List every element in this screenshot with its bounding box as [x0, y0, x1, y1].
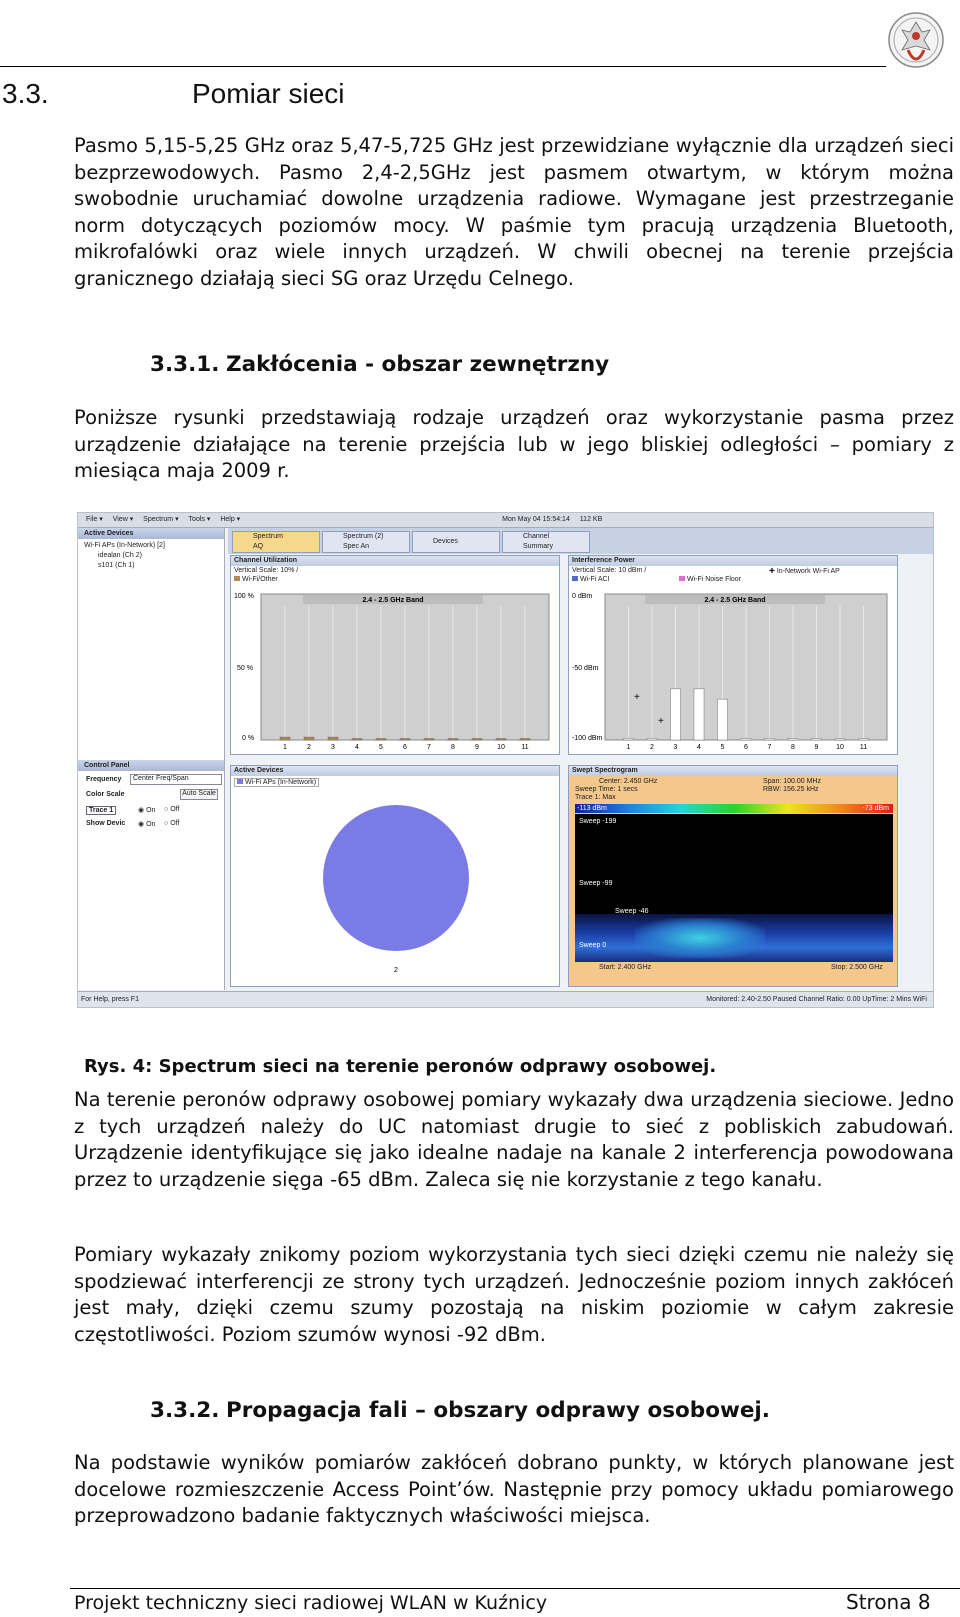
- interference-bar: [624, 739, 634, 741]
- interference-band: 2.4 - 2.5 GHz Band: [704, 597, 766, 604]
- tab-devices-label: Devices: [433, 538, 458, 545]
- tree-item-idealan[interactable]: idealan (Ch 2): [98, 552, 142, 559]
- spectrum-screenshot: [77, 512, 934, 1008]
- interference-bar: [671, 689, 681, 740]
- swept-time: Sweep Time: 1 secs: [575, 786, 638, 793]
- channel-util-ytick-50: 50 %: [237, 665, 253, 672]
- sidebar: [78, 528, 225, 990]
- subsection-2-title: Propagacja fali – obszary odprawy osobowej.: [226, 1398, 770, 1423]
- swept-stop: Stop: 2.500 GHz: [831, 964, 883, 971]
- interference-bar: [835, 739, 845, 741]
- tree-item-s101[interactable]: s101 (Ch 1): [98, 562, 135, 569]
- subsection-1-title: Zakłócenia - obszar zewnętrzny: [226, 352, 610, 377]
- util-bar: [424, 739, 434, 741]
- interference-bar: [812, 739, 822, 741]
- channel-util-legend: [234, 576, 278, 583]
- swept-trace: Trace 1: Max: [575, 794, 616, 801]
- util-bar: [400, 739, 410, 741]
- tab-bar: [228, 528, 933, 554]
- spectrogram-signal: [635, 918, 765, 958]
- trace-off-label: Off: [170, 806, 180, 813]
- status-left: For Help, press F1: [81, 996, 139, 1003]
- emblem-logo: [886, 6, 946, 78]
- channel-util-ytick-0: 0 %: [242, 735, 255, 742]
- interference-xtick: 8: [791, 744, 795, 751]
- control-panel-header: Control Panel: [78, 760, 224, 771]
- channel-util-band: 2.4 - 2.5 GHz Band: [362, 597, 424, 604]
- frequency-select[interactable]: Center Freq/Span: [130, 774, 222, 785]
- intro-paragraph: Pasmo 5,15-5,25 GHz oraz 5,47-5,725 GHz jest przewidziane wyłącznie dla urządzeń sieci bezprzewodowych. Pasmo 2,4-2,5GHz jest pasmem otwartym, w którym można swobodnie uruchamiać dowolne urządzenia radiowe. Wymagane jest przestrzeganie norm dotyczących poziomów mocy. W paśmie tym pracują urządzenia Bluetooth, mikrofalówki oraz wiele innych urządzeń. W chwili obecnej na terenie przejścia granicznego działają sieci SG oraz Urzędu Celnego.: [74, 134, 954, 290]
- file-size: 112 KB: [579, 516, 603, 523]
- show-on-label: On: [146, 821, 156, 828]
- channel-utilization-pane: [230, 555, 560, 755]
- menu-bar: [78, 513, 933, 528]
- tab-channel-label: Channel: [523, 533, 550, 540]
- active-devices-header: Active Devices: [78, 528, 224, 539]
- footer-rule: [70, 1588, 960, 1589]
- control-color-scale-label: Color Scale: [86, 791, 125, 798]
- ap-marker-2: +: [658, 716, 664, 727]
- section-number: 3.3.: [2, 78, 49, 109]
- util-bar: [352, 739, 362, 741]
- menu-file[interactable]: File ▾: [86, 516, 103, 523]
- util-bar: [304, 737, 314, 740]
- trace-on-radio[interactable]: ◉ On: [138, 807, 156, 814]
- trace-off-radio[interactable]: ○ Off: [164, 806, 180, 813]
- util-bar: [520, 739, 530, 741]
- tab-spectrum-2[interactable]: [322, 531, 410, 553]
- sweep-label-3: Sweep -46: [615, 908, 649, 915]
- interference-bar: [788, 739, 798, 741]
- swept-title: Swept Spectrogram: [569, 766, 897, 776]
- interference-xtick: 1: [626, 744, 631, 751]
- interference-bar: [859, 739, 869, 741]
- interference-legend-ap-text: In-Network Wi-Fi AP: [776, 568, 840, 575]
- interference-bar: [765, 739, 775, 741]
- interference-bar: [647, 739, 657, 741]
- interference-legend-noise-text: Wi-Fi Noise Floor: [686, 576, 742, 583]
- channel-util-ytick-100: 100 %: [234, 593, 254, 600]
- color-scale-bar: [575, 804, 893, 813]
- sweep-label-2: Sweep -99: [579, 880, 613, 887]
- interference-legend-aci-text: Wi-Fi ACI: [579, 576, 610, 583]
- tab-channel-sub: Summary: [523, 543, 553, 550]
- interference-xtick: 5: [720, 744, 725, 751]
- swept-center: Center: 2.450 GHz: [599, 778, 658, 785]
- channel-util-chart: [231, 584, 559, 754]
- paragraph-2: Na terenie peronów odprawy osobowej pomiary wykazały dwa urządzenia sieciowe. Jedno z tych urządzeń należy do UC natomiast drugie to sieć z pobliskich zabudowań. Urządzenie identyfikujące się jako idealne nadaje na kanale 2 interferencja powodowana przez to urządzenie sięga -65 dBm. Zaleca się nie korzystanie z tego kanału.: [74, 1088, 954, 1191]
- pie-slice: [323, 805, 469, 951]
- interference-xtick: 3: [673, 744, 678, 751]
- util-bar: [448, 739, 458, 741]
- show-off-label: Off: [170, 820, 180, 827]
- util-xtick: 7: [427, 744, 431, 751]
- tab-devices[interactable]: [412, 531, 500, 553]
- interference-bar: [694, 689, 704, 740]
- control-frequency-label: Frequency: [86, 776, 122, 783]
- paragraph-3: Pomiary wykazały znikomy poziom wykorzystania tych sieci dzięki czemu nie należy się spodziewać interferencji ze strony tych urządzeń. Jednocześnie poziom innych zakłóceń jest mały, dzięki czemu szumy pozostają na niskim poziomie w całym zakresie częstotliwości. Poziom szumów wynosi -92 dBm.: [74, 1243, 954, 1346]
- interference-xtick: 11: [859, 744, 868, 751]
- util-xtick: 4: [355, 744, 359, 751]
- tree-root[interactable]: Wi-Fi APs (In-Network) [2]: [84, 542, 165, 549]
- page-number: Strona 8: [846, 1590, 931, 1614]
- interference-xtick: 9: [814, 744, 819, 751]
- spectrogram-display: [575, 814, 893, 962]
- menu-tools[interactable]: Tools ▾: [188, 516, 211, 523]
- swept-rbw: RBW: 156.25 kHz: [763, 786, 819, 793]
- show-off-radio[interactable]: ○ Off: [164, 820, 180, 827]
- interference-xtick: 4: [697, 744, 701, 751]
- scale-low: -113 dBm: [577, 805, 607, 812]
- sweep-label-4: Sweep 0: [579, 942, 607, 949]
- util-xtick: 11: [521, 744, 529, 751]
- tab-spectrum-label: Spectrum: [253, 533, 283, 540]
- auto-scale-button[interactable]: Auto Scale: [180, 789, 218, 800]
- subsection-1-number: 3.3.1.: [150, 352, 220, 377]
- datetime: Mon May 04 15:54:14: [502, 516, 570, 523]
- subsection-2-number: 3.3.2.: [150, 1398, 220, 1423]
- util-bar: [280, 737, 290, 740]
- tab-spectrum-2-label: Spectrum (2): [343, 533, 384, 540]
- interference-power-pane: [568, 555, 898, 755]
- control-show-devices-label: Show Devic: [86, 820, 126, 827]
- util-xtick: 9: [475, 744, 479, 751]
- footer-title: Projekt techniczny sieci radiowej WLAN w Kuźnicy: [74, 1592, 548, 1614]
- status-bar: [78, 991, 933, 1007]
- channel-util-scale: Vertical Scale: 10% /: [234, 567, 299, 574]
- sweep-label-1: Sweep -199: [579, 818, 617, 825]
- interference-bar: [718, 699, 728, 740]
- interference-ytick-0: 0 dBm: [572, 593, 593, 600]
- active-devices-legend-text: Wi-Fi APs (In-Network): [244, 779, 317, 786]
- scale-high: -73 dBm: [862, 805, 889, 812]
- interference-legend-ap: ✚ In-Network Wi-Fi AP: [769, 568, 840, 575]
- util-bar: [376, 739, 386, 741]
- util-xtick: 3: [331, 744, 335, 751]
- menu-help[interactable]: Help ▾: [220, 516, 241, 523]
- tab-channel-summary[interactable]: [502, 531, 590, 553]
- util-xtick: 10: [497, 744, 505, 751]
- interference-xtick: 10: [836, 744, 844, 751]
- status-right: Monitored: 2.40-2.50 Paused Channel Ratio: 0.00 UpTime: 2 Mins WiFi: [706, 996, 927, 1003]
- active-devices-pane: [230, 765, 560, 987]
- util-bar: [328, 737, 338, 740]
- interference-bar: [741, 739, 751, 741]
- swept-span: Span: 100.00 MHz: [763, 778, 821, 785]
- tab-spectrum[interactable]: [232, 531, 320, 553]
- subsection-2-paragraph: Na podstawie wyników pomiarów zakłóceń dobrano punkty, w których planowane jest docelowe rozmieszczenie Access Point’ów. Następnie przy pomocy układu pomiarowego przeprowadzono badanie faktycznych właściwości miejsca.: [74, 1451, 954, 1527]
- util-xtick: 8: [451, 744, 455, 751]
- control-trace-label: Trace 1: [86, 806, 116, 815]
- channel-util-title: Channel Utilization: [231, 556, 559, 566]
- ap-marker-1: +: [634, 692, 640, 703]
- active-devices-pane-title: Active Devices: [231, 766, 559, 776]
- menu-spectrum[interactable]: Spectrum ▾: [143, 516, 179, 523]
- subsection-1-paragraph: Poniższe rysunki przedstawiają rodzaje urządzeń oraz wykorzystanie pasma przez urządzenie działające na terenie przejścia lub w jego bliskiej odległości – pomiary z miesiąca maja 2009 r.: [74, 406, 954, 482]
- util-bar: [496, 739, 506, 741]
- tab-spectrum-sub: AQ: [253, 543, 264, 550]
- interference-title: Interference Power: [569, 556, 897, 566]
- interference-xtick: 6: [744, 744, 748, 751]
- show-on-radio[interactable]: ◉ On: [138, 821, 156, 828]
- interference-ytick-100: -100 dBm: [572, 735, 603, 742]
- interference-ytick-50: -50 dBm: [572, 665, 599, 672]
- section-title: Pomiar sieci: [192, 78, 345, 109]
- interference-chart: [569, 584, 897, 754]
- interference-legend-aci: [572, 576, 610, 583]
- figure-caption: Rys. 4: Spectrum sieci na terenie peronów odprawy osobowej.: [84, 1056, 717, 1077]
- util-xtick: 5: [379, 744, 383, 751]
- swept-spectrogram-pane: [568, 765, 898, 987]
- util-bar: [472, 739, 482, 741]
- pie-label: 2: [394, 967, 398, 974]
- tab-spectrum-2-sub: Spec An: [343, 543, 370, 550]
- util-xtick: 1: [283, 744, 287, 751]
- interference-xtick: 7: [767, 744, 772, 751]
- channel-util-legend-text: Wi-Fi/Other: [241, 576, 278, 583]
- header-rule: [0, 66, 886, 67]
- swept-start: Start: 2.400 GHz: [599, 964, 652, 971]
- interference-legend-noise: [679, 576, 741, 583]
- active-devices-pie: [231, 786, 559, 986]
- trace-on-label: On: [146, 807, 156, 814]
- menu-view[interactable]: View ▾: [112, 516, 134, 523]
- util-xtick: 2: [307, 744, 311, 751]
- interference-scale: Vertical Scale: 10 dBm /: [572, 567, 647, 574]
- util-xtick: 6: [403, 744, 407, 751]
- interference-xtick: 2: [650, 744, 654, 751]
